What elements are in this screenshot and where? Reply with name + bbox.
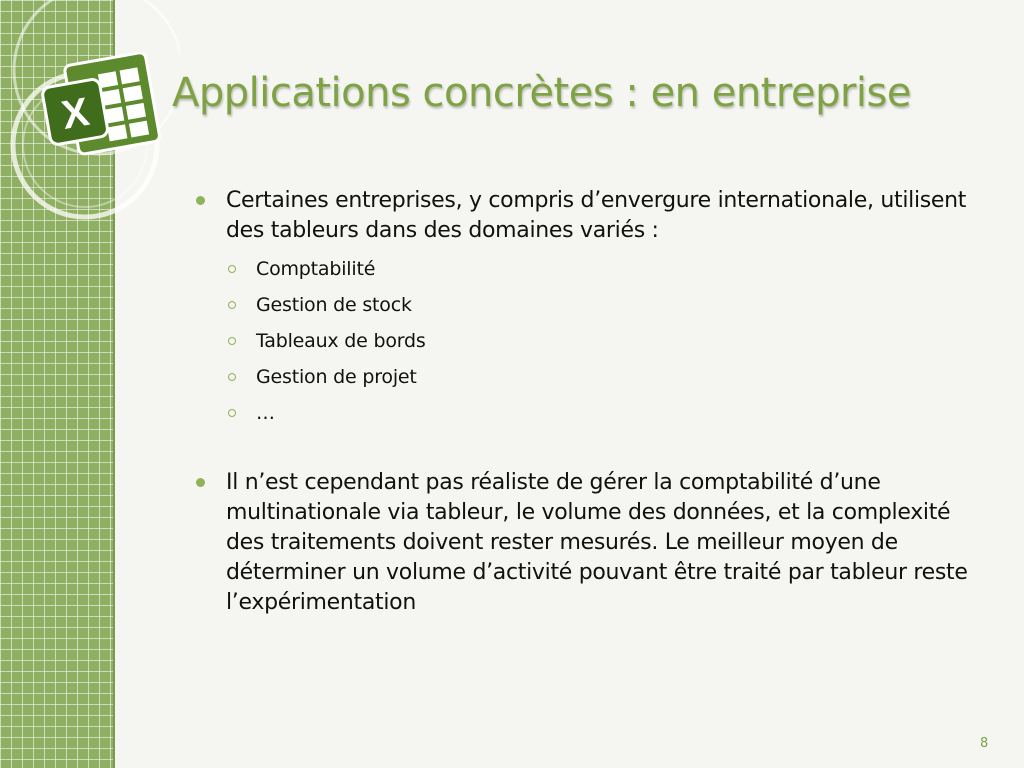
slide-body [196, 186, 986, 618]
circle-bullet-icon [228, 301, 236, 309]
sub-bullet-item [196, 255, 986, 284]
excel-logo-icon [38, 52, 168, 167]
circle-bullet-icon [228, 409, 236, 417]
sub-bullet-item [196, 399, 986, 428]
sub-bullet-text: Comptabilité [256, 258, 376, 280]
bullet-dot-icon [196, 196, 205, 205]
bullet-item [196, 468, 986, 618]
slide-title: Applications concrètes : en entreprise [172, 70, 911, 116]
circle-bullet-icon [228, 265, 236, 273]
sub-bullet-text: … [256, 402, 275, 424]
bullet-dot-icon [196, 478, 205, 487]
sub-bullet-text: Gestion de projet [256, 366, 417, 388]
sub-bullet-item [196, 327, 986, 356]
page-number: 8 [980, 736, 989, 751]
bullet-text: Il n’est cependant pas réaliste de gérer la comptabilité d’une multinationale via tableur, le volume des données, et la complexité des traitements doivent rester mesurés. Le meilleur moyen de déterminer un volume d’activité pouvant être traité par tableur reste l’expérimentation [226, 470, 968, 615]
svg-text:X: X [58, 89, 93, 138]
sub-bullet-text: Gestion de stock [256, 294, 412, 316]
sub-bullet-text: Tableaux de bords [256, 330, 426, 352]
sub-bullet-item [196, 363, 986, 392]
sub-bullet-item [196, 291, 986, 320]
circle-bullet-icon [228, 337, 236, 345]
bullet-item [196, 186, 986, 246]
bullet-text: Certaines entreprises, y compris d’envergure internationale, utilisent des tableurs dans des domaines variés : [226, 188, 967, 243]
circle-bullet-icon [228, 373, 236, 381]
